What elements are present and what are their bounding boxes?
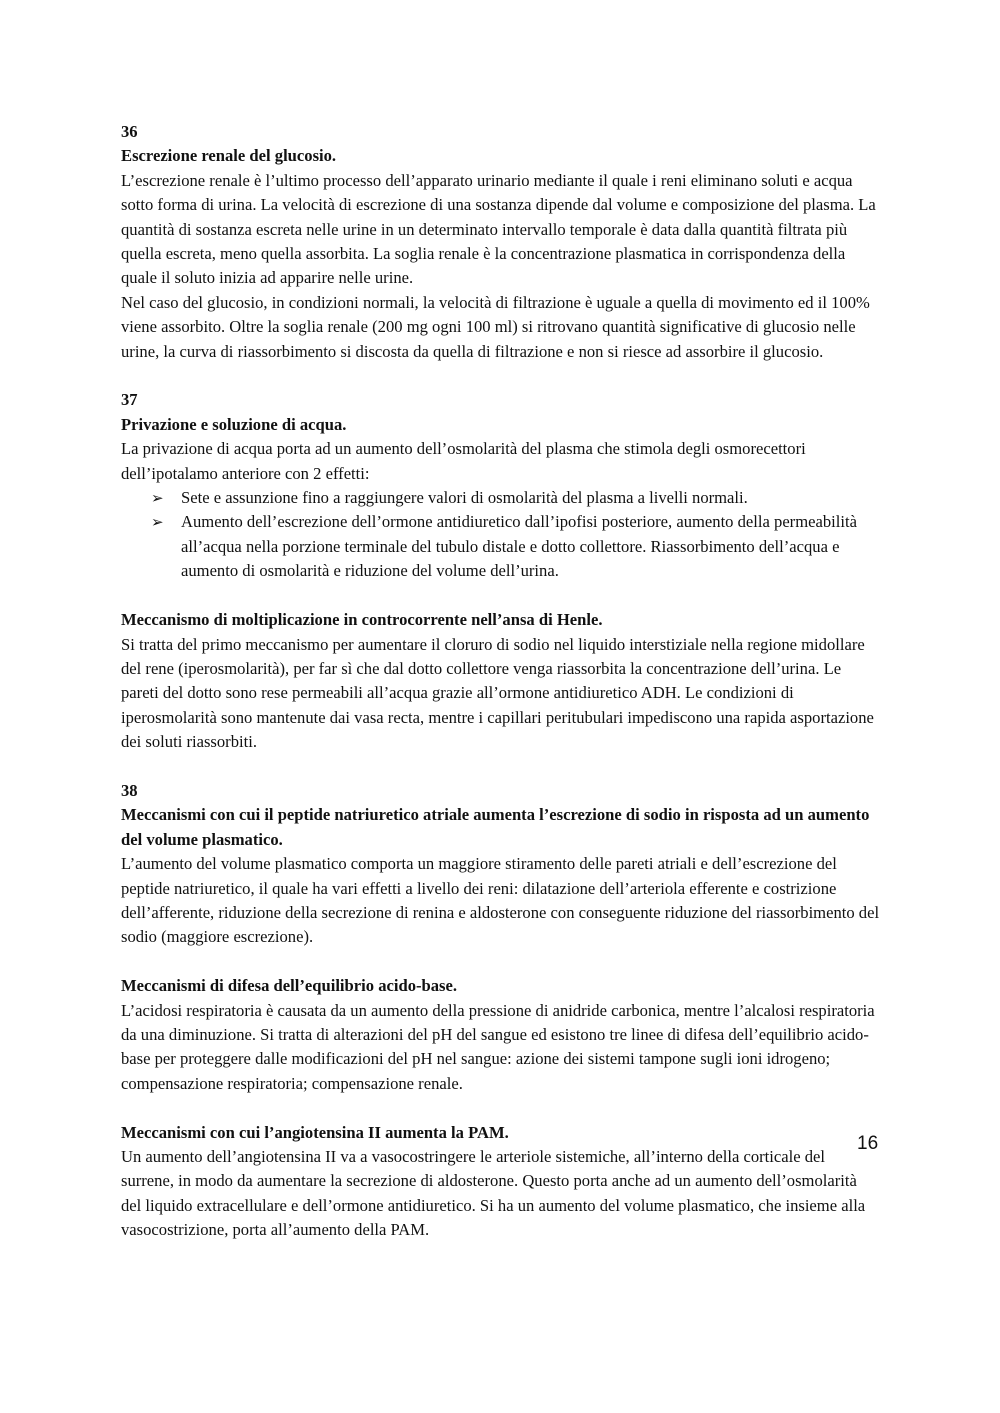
spacer	[121, 1096, 881, 1120]
paragraph: L’escrezione renale è l’ultimo processo dell’apparato urinario mediante il quale i reni eliminano soluti e acqua sotto forma di urina. La velocità di escrezione di una sostanza dipende dal volume e composizione del plasma. La quantità di sostanza escreta nelle urine in un determinato intervallo temporale è data dalla quantità filtrata più quella escreta, meno quella assorbita. La soglia renale è la concentrazione plasmatica in corrispondenza della quale il soluto inizia ad apparire nelle urine.	[121, 170, 876, 288]
list-item-text: Aumento dell’escrezione dell’ormone antidiuretico dall’ipofisi posteriore, aumento della permeabilità all’acqua nella porzione terminale del tubulo distale e dotto collettore. Riassorbimento dell’acqua e aumento di osmolarità e riduzione del volume dell’urina.	[181, 512, 857, 581]
paragraph: Si tratta del primo meccanismo per aumentare il cloruro di sodio nel liquido interstiziale nella regione midollare del rene (iperosmolarità), per far sì che dal dotto collettore venga riassorbita la concentrazione dell’urina. Le pareti del dotto sono rese permeabili all’acqua grazie all’ormone antidiuretico ADH. Le condizioni di iperosmolarità sono mantenute dai vasa recta, mentre i capillari peritubulari impediscono una rapida asportazione dei soluti riassorbiti.	[121, 634, 874, 752]
list-item-text: Sete e assunzione fino a raggiungere valori di osmolarità del plasma a livelli normali.	[181, 488, 748, 508]
page-number: 16	[857, 1133, 879, 1154]
paragraph: L’aumento del volume plasmatico comporta un maggiore stiramento delle pareti atriali e dell’escrezione del peptide natriuretico, il quale ha vari effetti a livello dei reni: dilatazione dell’arteriola efferente e costrizione dell’afferente, riduzione della secrezione di renina e aldosterone con conseguente riduzione del riassorbimento del sodio (maggiore escrezione).	[121, 854, 880, 947]
paragraph: La privazione di acqua porta ad un aumento dell’osmolarità del plasma che stimola degli osmorecettori dell’ipotalamo anteriore con 2 effetti:	[121, 439, 806, 483]
section-title: Meccanismi di difesa dell’equilibrio acido-base.	[121, 976, 458, 996]
spacer	[121, 584, 881, 608]
spacer	[121, 755, 881, 779]
paragraph: Nel caso del glucosio, in condizioni normali, la velocità di filtrazione è uguale a quella di movimento ed il 100% viene assorbito. Oltre la soglia renale (200 mg ogni 100 ml) si ritrovano quantità significative di glucosio nelle urine, la curva di riassorbimento si discosta da quella di filtrazione e non si riesce ad assorbire il glucosio.	[121, 292, 870, 361]
section-title: Meccanismi con cui il peptide natriuretico atriale aumenta l’escrezione di sodio in risposta ad un aumento del volume plasmatico.	[121, 805, 870, 849]
section-number: 37	[121, 390, 138, 410]
section-title: Meccanismi con cui l’angiotensina II aumenta la PAM.	[121, 1122, 509, 1142]
section-title: Privazione e soluzione di acqua.	[121, 414, 347, 434]
document-page	[121, 120, 881, 1243]
arrow-bullet-icon: ➢	[151, 513, 164, 532]
paragraph: L’acidosi respiratoria è causata da un aumento della pressione di anidride carbonica, mentre l’alcalosi respiratoria da una diminuzione. Si tratta di alterazioni del pH del sangue ed esistono tre linee di difesa dell’equilibrio acido-base per proteggere dalle modificazioni del pH nel sangue: azione dei sistemi tampone sugli ioni idrogeno; compensazione respiratoria; compensazione renale.	[121, 1000, 875, 1093]
paragraph: Un aumento dell’angiotensina II va a vasocostringere le arteriole sistemiche, all’interno della corticale del surrene, in modo da aumentare la secrezione di aldosterone. Questo porta anche ad un aumento dell’osmolarità del liquido extracellulare e dell’ormone antidiuretico. Si ha un aumento del volume plasmatico, che insieme alla vasocostrizione, porta all’aumento della PAM.	[121, 1146, 866, 1240]
section-title: Meccanismo di moltiplicazione in controcorrente nell’ansa di Henle.	[121, 610, 603, 630]
section-number: 36	[121, 122, 138, 141]
spacer	[121, 950, 881, 974]
arrow-bullet-icon: ➢	[151, 489, 164, 508]
list-item	[148, 486, 881, 510]
bullet-list	[121, 486, 881, 584]
section-number: 38	[121, 780, 138, 800]
section-title: Escrezione renale del glucosio.	[121, 146, 337, 166]
list-item	[148, 510, 881, 583]
spacer	[121, 364, 881, 388]
